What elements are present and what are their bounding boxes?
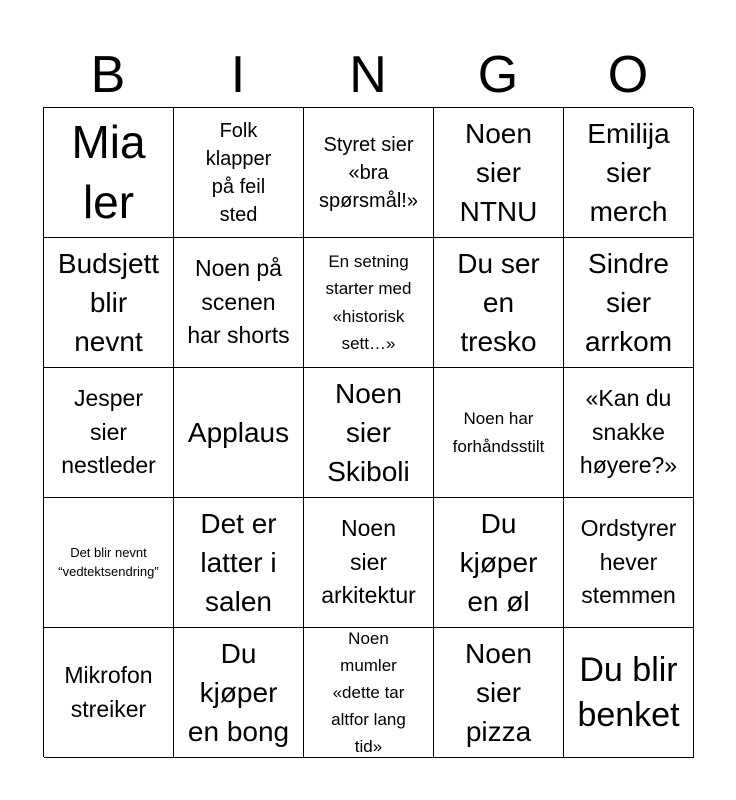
bingo-cell[interactable] (304, 108, 434, 238)
bingo-cell[interactable] (304, 238, 434, 368)
cell-text: Mia ler (71, 115, 146, 228)
cell-text: Noen på scenen har shorts (187, 255, 290, 349)
cell-text: Du ser en tresko (457, 247, 540, 358)
bingo-header (43, 40, 693, 110)
cell-text: En setning starter med «historisk sett…» (325, 252, 412, 353)
cell-text: Du kjøper en bong (187, 637, 290, 748)
header-letter-o: O (607, 46, 649, 104)
cell-text: Sindre sier arrkom (584, 247, 673, 358)
bingo-cell[interactable] (174, 628, 304, 758)
bingo-cell[interactable] (434, 498, 564, 628)
cell-text: Jesper sier nestleder (61, 385, 156, 479)
bingo-cell[interactable] (44, 628, 174, 758)
bingo-cell[interactable] (174, 498, 304, 628)
bingo-cell[interactable] (44, 498, 174, 628)
header-letter-g: G (477, 46, 519, 104)
bingo-cell[interactable] (44, 238, 174, 368)
bingo-cell[interactable] (564, 628, 694, 758)
bingo-cell[interactable] (564, 108, 694, 238)
bingo-cell[interactable] (174, 238, 304, 368)
cell-text: Applaus (187, 416, 290, 448)
cell-text: Noen sier NTNU (459, 117, 538, 228)
bingo-cell[interactable] (304, 628, 434, 758)
bingo-cell[interactable] (434, 238, 564, 368)
bingo-cell[interactable] (564, 368, 694, 498)
bingo-cell[interactable] (564, 238, 694, 368)
cell-text: Mikrofon streiker (64, 662, 153, 722)
cell-text: Du kjøper en øl (459, 507, 538, 618)
bingo-cell[interactable] (304, 368, 434, 498)
cell-text: Emilija sier merch (587, 117, 670, 228)
bingo-cell[interactable] (174, 108, 304, 238)
cell-text: «Kan du snakke høyere?» (579, 385, 678, 479)
cell-text: Folk klapper på feil sted (205, 119, 272, 226)
header-letter-i: I (230, 46, 246, 104)
header-letter-n: N (349, 46, 387, 104)
bingo-card (43, 107, 693, 757)
cell-text: Noen sier arkitektur (321, 515, 416, 609)
cell-text: Styret sier «bra spørsmål!» (319, 133, 418, 212)
bingo-cell[interactable] (174, 368, 304, 498)
bingo-cell[interactable] (44, 108, 174, 238)
bingo-cell[interactable] (564, 498, 694, 628)
cell-text: Noen har forhåndsstilt (452, 409, 545, 456)
cell-text: Budsjett blir nevnt (57, 247, 160, 358)
cell-text: Det blir nevnt “vedtektsendring” (58, 545, 159, 579)
bingo-cell[interactable] (44, 368, 174, 498)
cell-text: Det er latter i salen (200, 507, 277, 618)
bingo-cell[interactable] (434, 628, 564, 758)
cell-text: Ordstyrer hever stemmen (580, 515, 677, 609)
cell-text: Noen mumler «dette tar altfor lang tid» (331, 628, 406, 757)
cell-text: Noen sier pizza (465, 637, 532, 748)
cell-text: Noen sier Skiboli (327, 377, 410, 488)
bingo-cell[interactable] (434, 368, 564, 498)
cell-text: Du blir benket (577, 651, 680, 734)
header-letter-b: B (90, 46, 126, 104)
bingo-cell[interactable] (304, 498, 434, 628)
bingo-cell[interactable] (434, 108, 564, 238)
